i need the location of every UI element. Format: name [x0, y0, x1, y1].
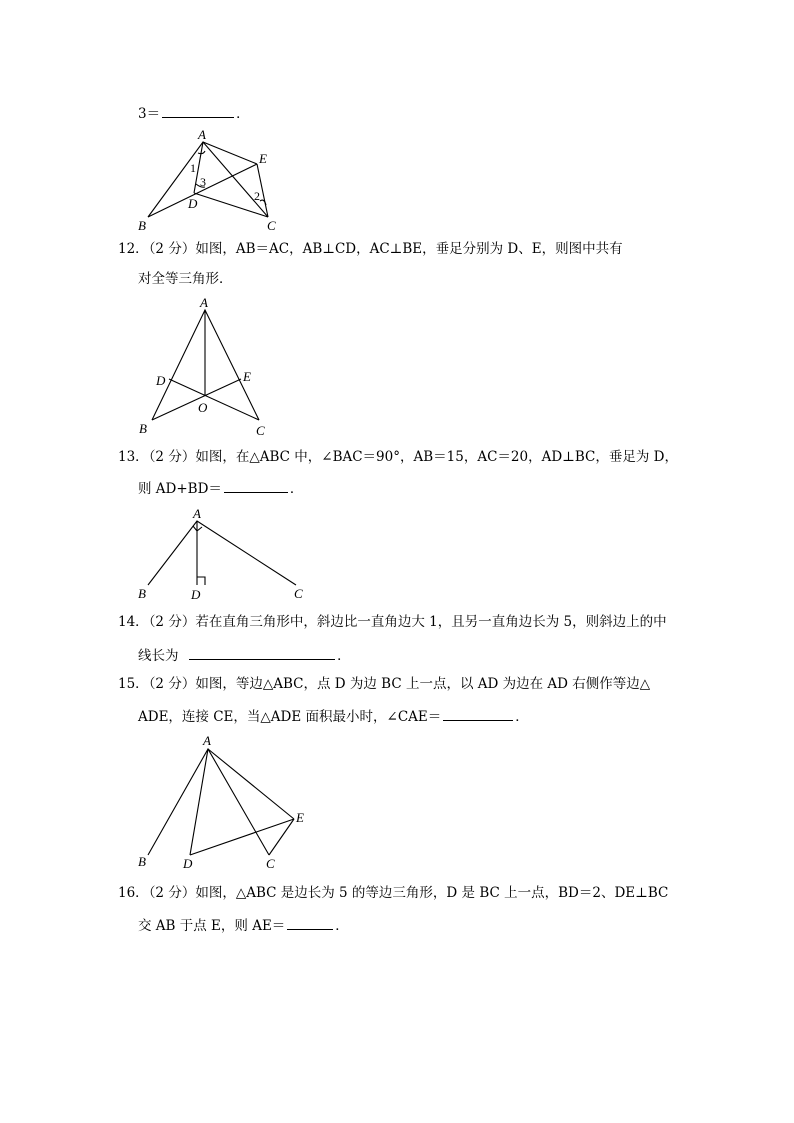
q13-text-line1: 如图，在△ABC 中，∠BAC＝90°，AB＝15，AC＝20，AD⊥BC，垂足为 D，: [195, 449, 678, 465]
fig4-line-DE: [190, 819, 294, 855]
q15-text-line2-prefix: ADE，连接 CE，当△ADE 面积最小时，∠CAE＝: [138, 709, 442, 725]
q11-prefix: 3＝: [138, 106, 161, 122]
fig4-label-E: E: [296, 810, 304, 825]
q15-score: （2 分）: [148, 676, 196, 692]
fig1-label-1: 1: [190, 161, 196, 175]
fig4-triangle-ABC: [148, 749, 269, 855]
q12-score: （2 分）: [148, 241, 196, 257]
q14-number: 14．: [118, 614, 149, 630]
fig4-label-D: D: [183, 856, 193, 871]
q12-number: 12．: [118, 241, 149, 257]
fig1-label-D: D: [188, 196, 198, 211]
q15-text-line2-suffix: ．: [515, 709, 529, 725]
fig2-label-B: B: [139, 421, 147, 436]
fig4-label-B: B: [138, 854, 146, 869]
q14-text-line2-prefix: 线长为: [138, 648, 179, 664]
q14-score: （2 分）: [148, 614, 196, 630]
q16-line1: [118, 884, 668, 902]
fig1-label-2: 2: [254, 189, 260, 203]
q16-text-line1: 如图，△ABC 是边长为 5 的等边三角形，D 是 BC 上一点，BD＝2、DE⊥BC: [195, 885, 669, 901]
q11-suffix: ．: [236, 106, 250, 122]
q13-text-line2-prefix: 则 AD+BD＝: [138, 481, 222, 497]
fig3-label-D: D: [191, 587, 201, 602]
fig2-label-O: O: [198, 400, 208, 415]
q16-text-line2-suffix: ．: [335, 918, 349, 934]
q13-text-line2-suffix: ．: [289, 481, 304, 497]
q14-text-line1: 若在直角三角形中，斜边比一直角边大 1，且另一直角边长为 5，则斜边上的中: [195, 614, 667, 630]
q14-text-line2-suffix: ．: [337, 648, 351, 664]
q15-text-line1: 如图，等边△ABC，点 D 为边 BC 上一点，以 AD 为边在 AD 右侧作等边△: [195, 676, 651, 692]
q15-number: 15．: [118, 676, 149, 692]
q16-score: （2 分）: [148, 885, 196, 901]
fig4-label-C: C: [266, 856, 275, 871]
q13-score: （2 分）: [148, 449, 196, 465]
q16-line2: [138, 915, 349, 935]
q12-text-line1: 如图，AB＝AC，AB⊥CD，AC⊥BE，垂足分别为 D、E，则图中共有: [195, 241, 623, 257]
q16-answer-blank[interactable]: [287, 915, 333, 930]
fig2-label-C: C: [256, 423, 265, 438]
fig4-label-A: A: [203, 733, 211, 748]
q13-number: 13．: [118, 449, 149, 465]
q12-text-line2: 对全等三角形．: [138, 271, 233, 287]
fig3-label-C: C: [294, 586, 303, 601]
fig2-label-A: A: [200, 295, 208, 310]
fig4-line-CE: [269, 819, 294, 855]
fig3-label-A: A: [193, 506, 201, 521]
fig1-label-C: C: [267, 218, 276, 233]
fig1-label-E: E: [259, 151, 267, 166]
fig1-label-B: B: [138, 218, 146, 233]
fig4-line-AE: [208, 749, 294, 819]
fig3-label-B: B: [138, 586, 146, 601]
q16-text-line2-prefix: 交 AB 于点 E，则 AE＝: [138, 918, 286, 934]
fig2-label-E: E: [243, 369, 251, 384]
fig1-label-3: 3: [200, 175, 206, 189]
fig1-label-A: A: [198, 127, 206, 142]
fig2-label-D: D: [156, 373, 166, 388]
q16-number: 16．: [118, 885, 149, 901]
